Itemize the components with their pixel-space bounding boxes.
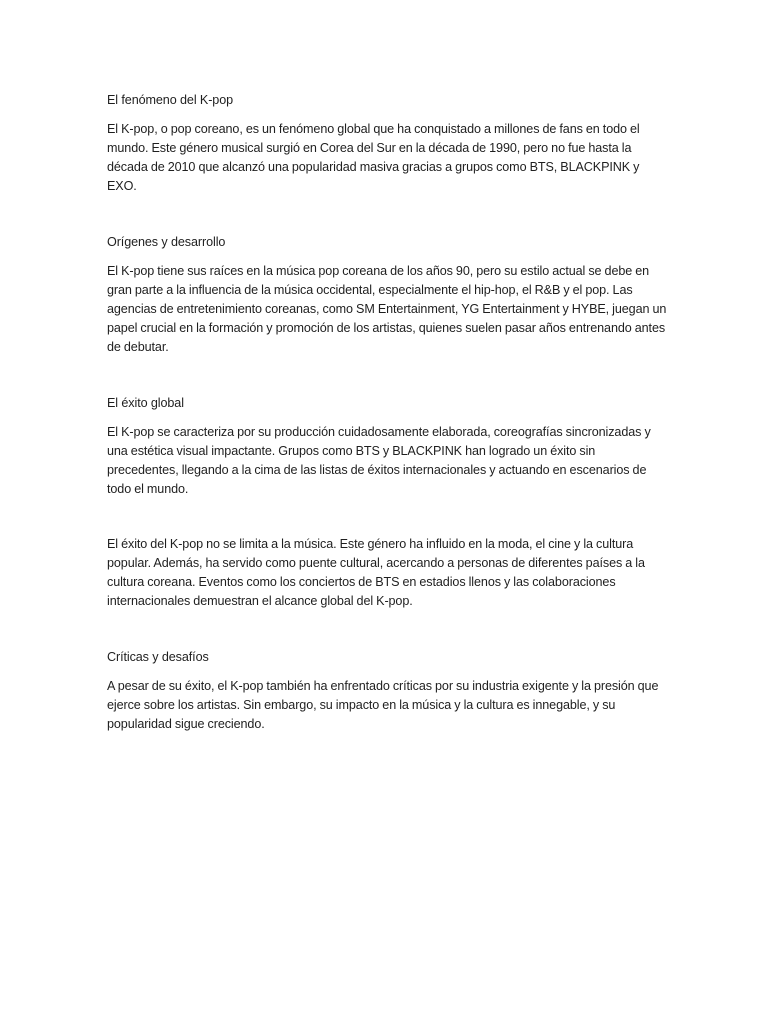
- section-heading-fenomeno: El fenómeno del K-pop: [107, 93, 234, 107]
- section-paragraph-exito-global: El K-pop se caracteriza por su producción cuidadosamente elaborada, coreografías sincronizadas y una estética visual impactante. Grupos como BTS y BLACKPINK han logrado un éxito sin precedentes, llegando a la cima de las listas de éxitos internacionales y actuando en escenarios de todo el mundo.: [107, 425, 651, 496]
- spacer: [107, 110, 667, 120]
- spacer: [107, 357, 667, 394]
- spacer: [107, 667, 667, 677]
- section-paragraph-fenomeno: El K-pop, o pop coreano, es un fenómeno global que ha conquistado a millones de fans en todo el mundo. Este género musical surgió en Corea del Sur en la década de 1990, pero no fue hasta la década de 2010 que alcanzó una popularidad masiva gracias a grupos como BTS, BLACKPINK y EXO.: [107, 122, 640, 193]
- document-body: [107, 91, 667, 734]
- section-paragraph-criticas: A pesar de su éxito, el K-pop también ha enfrentado críticas por su industria exigente y la presión que ejerce sobre los artistas. Sin embargo, su impacto en la música y la cultura es innegable, y su popularidad sigue creciendo.: [107, 679, 659, 731]
- spacer: [107, 499, 667, 535]
- section-heading-criticas: Críticas y desafíos: [107, 650, 209, 664]
- spacer: [107, 611, 667, 648]
- section-paragraph-exito-cultural: El éxito del K-pop no se limita a la música. Este género ha influido en la moda, el cine y la cultura popular. Además, ha servido como puente cultural, acercando a personas de diferentes países a la cultura coreana. Eventos como los conciertos de BTS en estadios llenos y las colaboraciones internacionales demuestran el alcance global del K-pop.: [107, 537, 645, 608]
- section-heading-exito-global: El éxito global: [107, 396, 184, 410]
- spacer: [107, 413, 667, 423]
- spacer: [107, 196, 667, 233]
- section-paragraph-origenes: El K-pop tiene sus raíces en la música pop coreana de los años 90, pero su estilo actual se debe en gran parte a la influencia de la música occidental, especialmente el hip-hop, el R&B y el pop. Las agencias de entretenimiento coreanas, como SM Entertainment, YG Entertainment y HYBE, juegan un papel crucial en la formación y promoción de los artistas, quienes suelen pasar años entrenando antes de debutar.: [107, 264, 667, 354]
- spacer: [107, 252, 667, 262]
- section-heading-origenes: Orígenes y desarrollo: [107, 235, 226, 249]
